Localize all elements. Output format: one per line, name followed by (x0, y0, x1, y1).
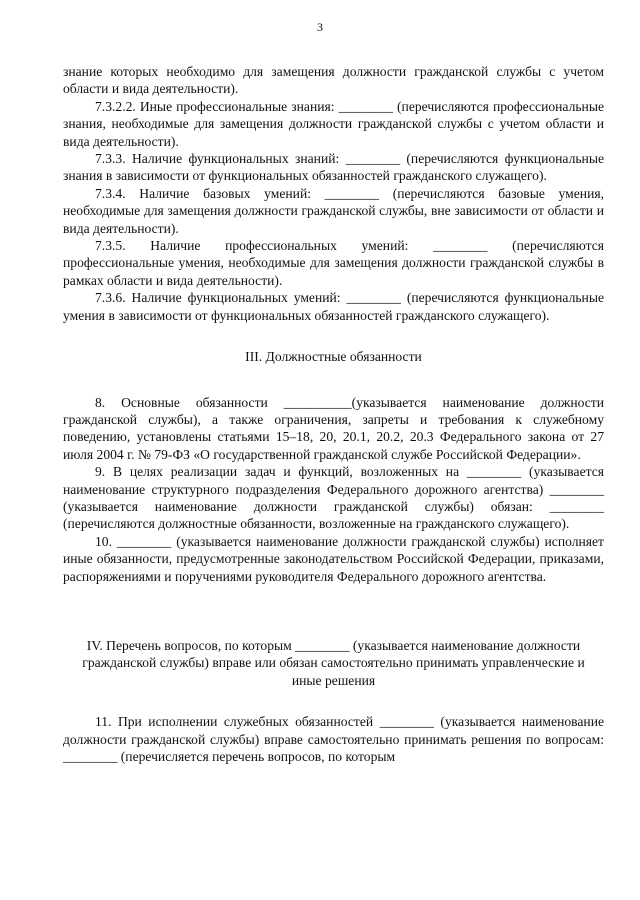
section-heading-decisions: IV. Перечень вопросов, по которым ________ (указывается наименование должности гражданской службы) вправе или обязан самостоятельно принимать управленческие и иные решения (82, 637, 585, 688)
paragraph-7-3-3: 7.3.3. Наличие функциональных знаний: ________ (перечисляются функциональные знания в зависимости от функциональных обязанностей гражданского служащего). (63, 151, 604, 184)
paragraph-9: 9. В целях реализации задач и функций, возложенных на ________ (указывается наименование структурного подразделения Федерального дорожного агентства) ________ (указывается наименование должности гражданской службы) обязан: ________ (перечисляются должностные обязанности, возложенные на гражданского служащего). (63, 464, 604, 532)
paragraph-7-3-4: 7.3.4. Наличие базовых умений: ________ (перечисляются базовые умения, необходимые для замещения должности гражданской службы, вне зависимости от области и вида деятельности). (63, 185, 604, 236)
section-heading-duties: III. Должностные обязанности (245, 349, 422, 365)
paragraph-11: 11. При исполнении служебных обязанностей ________ (указывается наименование должности гражданской службы) вправе самостоятельно принимать решения по вопросам: ________ (перечисляется перечень вопросов, по которым (63, 714, 604, 764)
paragraph-continuation: знание которых необходимо для замещения должности гражданской службы с учетом области и вида деятельности). (63, 64, 604, 97)
paragraph-10: 10. ________ (указывается наименование должности гражданской службы) исполняет иные обязанности, предусмотренные законодательством Российской Федерации, приказами, распоряжениями и поручениями руководителя Федерального дорожного агентства. (63, 533, 604, 584)
paragraph-7-3-5: 7.3.5. Наличие профессиональных умений: ________ (перечисляются профессиональные умения, необходимые для замещения должности гражданской службы в рамках области и вида деятельности). (63, 238, 604, 288)
page-number: 3 (317, 20, 323, 34)
paragraph-7-3-2-2: 7.3.2.2. Иные профессиональные знания: ________ (перечисляются профессиональные знания, необходимые для замещения должности гражданской службы с учетом области и вида деятельности). (63, 98, 604, 149)
document-body (63, 63, 604, 765)
paragraph-7-3-6: 7.3.6. Наличие функциональных умений: ________ (перечисляются функциональные умения в зависимости от функциональных обязанностей гражданского служащего). (63, 290, 604, 323)
paragraph-8: 8. Основные обязанности __________(указывается наименование должности гражданской службы), а также ограничения, запреты и требования к служебному поведению, установлены статьями 15–18, 20, 20.1, 20.2, 20.3 Федерального закона от 27 июля 2004 г. № 79-ФЗ «О государственной гражданской службе Российской Федерации». (63, 394, 604, 462)
